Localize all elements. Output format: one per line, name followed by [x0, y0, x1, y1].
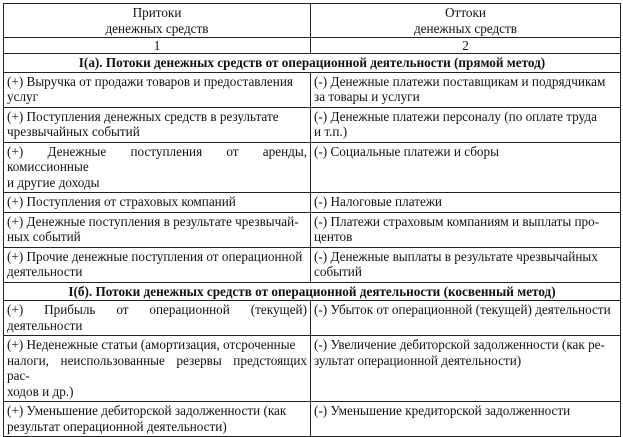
outflow-cell — [311, 336, 621, 402]
inflow-text-line: (+) Поступления от страховых компаний — [7, 194, 236, 209]
inflow-text-line: (+) Выручка от продажи товаров и предоставления — [7, 73, 293, 89]
inflow-text-line: (+) Прибыль от операционной (текущей) деятельности — [7, 302, 307, 333]
inflow-cell — [4, 193, 311, 213]
outflow-cell — [311, 402, 621, 437]
inflow-cell — [4, 107, 311, 142]
outflow-text-line: (-) Платежи страховым компаниям и выплаты про- — [314, 213, 600, 229]
inflow-text-line: (+) Неденежные статьи (амортизация, отсроченные — [7, 337, 296, 352]
inflow-text-line: и другие доходы — [7, 174, 100, 190]
outflows-header — [311, 4, 621, 38]
cash-flow-table-body — [4, 4, 621, 437]
inflow-cell — [4, 72, 311, 107]
table-row — [4, 402, 621, 437]
cash-flow-document — [3, 3, 620, 437]
outflow-cell — [311, 212, 621, 247]
inflow-text-line: (+) Прочие денежные поступления от операционной — [7, 248, 303, 264]
outflow-cell — [311, 72, 621, 107]
outflow-cell — [311, 301, 621, 336]
column-number-2: 2 — [311, 38, 621, 54]
inflows-header-line: Притоки — [132, 5, 182, 20]
inflow-text-line: чрезвычайных событий — [7, 124, 140, 139]
inflows-header — [4, 4, 311, 38]
outflow-cell — [311, 142, 621, 193]
inflow-cell — [4, 142, 311, 193]
column-number-row — [4, 38, 621, 54]
outflow-text-line: центов — [314, 229, 353, 244]
outflow-cell — [311, 107, 621, 142]
inflow-cell — [4, 212, 311, 247]
header-row — [4, 4, 621, 38]
inflow-cell — [4, 336, 311, 402]
table-row — [4, 72, 621, 107]
outflow-text-line: за товары и услуги — [314, 89, 420, 104]
inflow-text-line: деятельности — [7, 264, 83, 279]
table-row — [4, 107, 621, 142]
table-row — [4, 193, 621, 213]
inflow-cell — [4, 247, 311, 282]
table-row — [4, 142, 621, 193]
section-title: I(а). Потоки денежных средств от операционной деятельности (прямой метод) — [4, 54, 621, 73]
outflow-text-line: (-) Увеличение дебиторской задолженности (как ре- — [314, 337, 605, 352]
column-number-1: 1 — [4, 38, 311, 54]
outflow-cell — [311, 193, 621, 213]
inflow-cell — [4, 402, 311, 437]
inflow-text-line: ходов и др.) — [7, 383, 74, 399]
section-title-row — [4, 282, 621, 301]
outflow-text-line: (-) Денежные платежи поставщикам и подрядчикам — [314, 73, 606, 89]
inflow-text-line: налоги, неиспользованные резервы предстоящих рас- — [7, 352, 307, 383]
outflow-text-line: (-) Социальные платежи и сборы — [314, 143, 499, 159]
outflow-text-line: и т.п.) — [314, 124, 348, 139]
table-row — [4, 247, 621, 282]
outflow-text-line: (-) Убыток от операционной (текущей) деятельности — [314, 302, 611, 317]
outflow-text-line: (-) Денежные платежи персоналу (по оплате труда — [314, 108, 597, 124]
inflow-text-line: (+) Поступления денежных средств в результате — [7, 108, 279, 124]
cash-flow-table — [3, 3, 621, 437]
outflow-text-line: событий — [314, 264, 362, 279]
section-title: I(б). Потоки денежных средств от операционной деятельности (косвенный метод) — [4, 282, 621, 301]
section-title-row — [4, 54, 621, 73]
outflow-text-line: (-) Уменьшение кредиторской задолженности — [314, 403, 571, 418]
outflow-text-line: (-) Денежные выплаты в результате чрезвычайных — [314, 248, 598, 264]
inflow-text-line: (+) Денежные поступления в результате чрезвычай- — [7, 213, 299, 229]
outflow-cell — [311, 247, 621, 282]
inflow-text-line: результат операционной деятельности) — [7, 418, 227, 434]
inflow-text-line: (+) Денежные поступления от аренды, комиссионные — [7, 143, 307, 174]
table-row — [4, 212, 621, 247]
inflows-header-line: денежных средств — [105, 20, 209, 36]
inflow-text-line: (+) Уменьшение дебиторской задолженности (как — [7, 403, 287, 418]
outflows-header-line: денежных средств — [413, 20, 518, 36]
inflow-text-line: ных событий — [7, 229, 81, 244]
table-row — [4, 301, 621, 336]
table-row — [4, 336, 621, 402]
outflow-text-line: (-) Налоговые платежи — [314, 194, 442, 209]
outflows-header-line: Оттоки — [445, 5, 486, 20]
inflow-cell — [4, 301, 311, 336]
outflow-text-line: зультат операционной деятельности) — [314, 352, 522, 368]
inflow-text-line: услуг — [7, 89, 39, 104]
